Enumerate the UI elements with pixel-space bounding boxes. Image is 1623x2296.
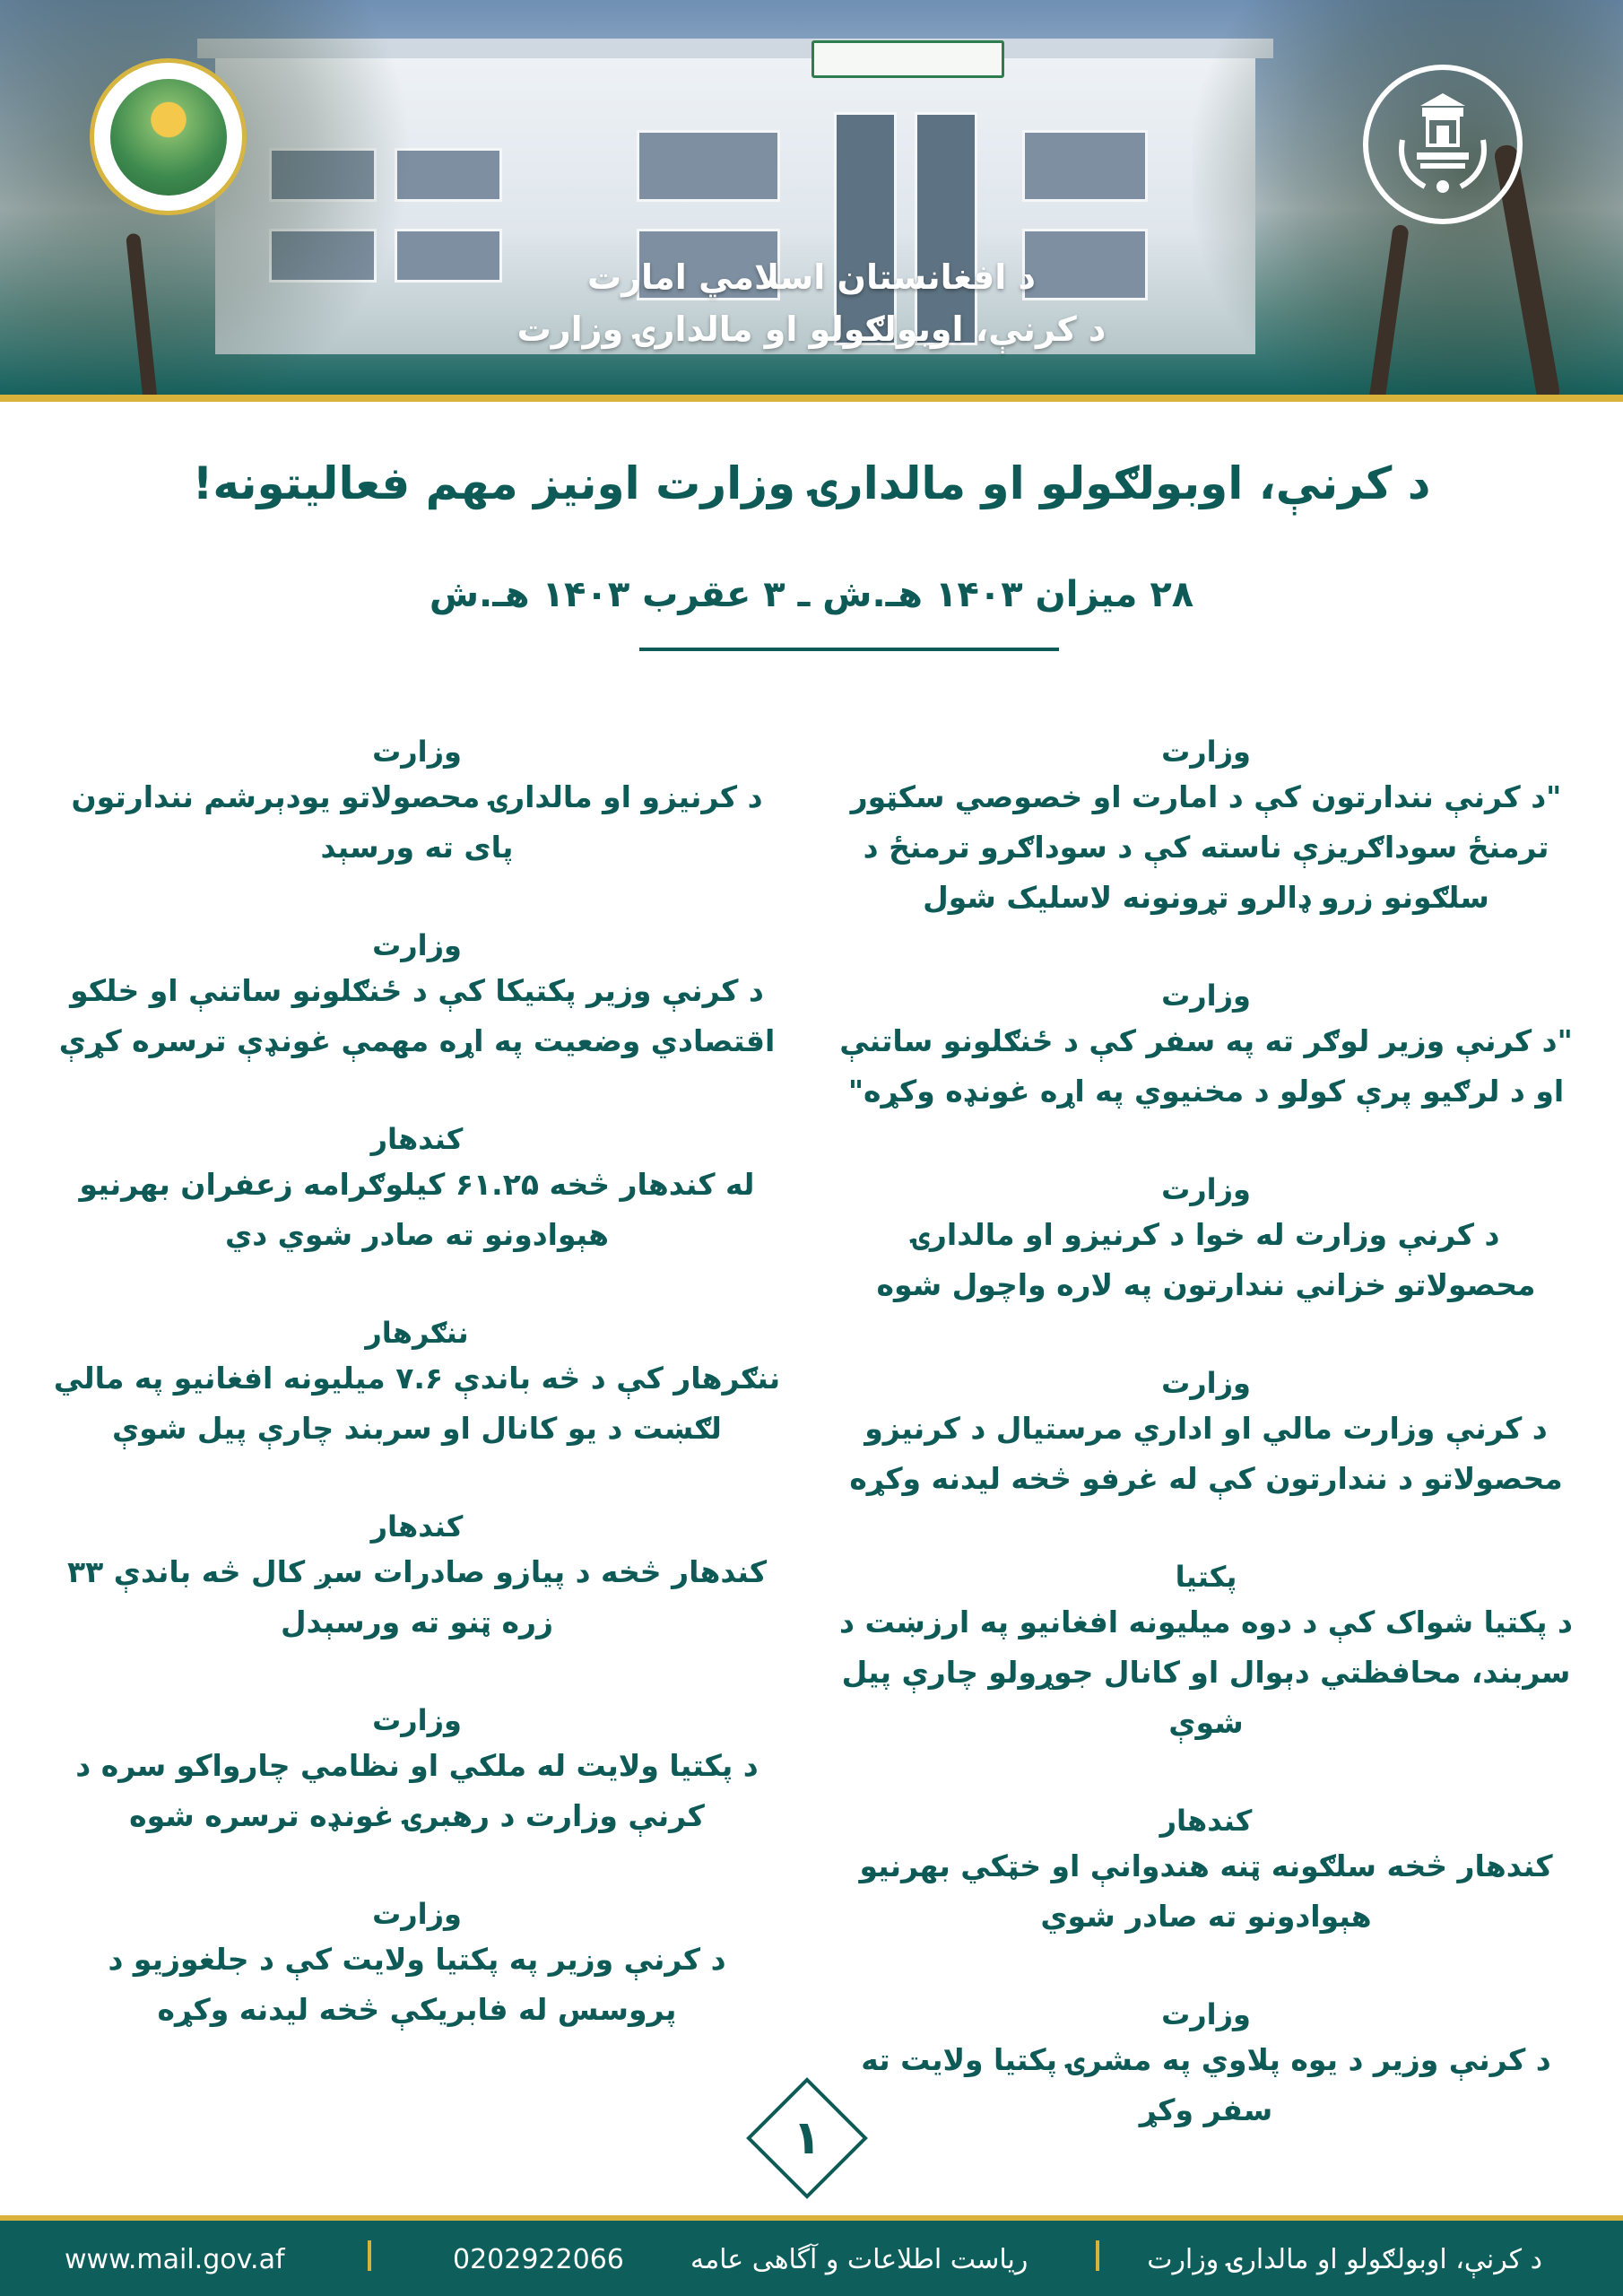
- item-tag: کندهار: [1159, 1804, 1253, 1838]
- footer-separator: [1096, 2240, 1099, 2271]
- footer-website-link[interactable]: www.mail.gov.af: [65, 2244, 285, 2275]
- list-item: [49, 1118, 785, 1260]
- footer-department: ریاست اطلاعات و آگاهی عامه: [690, 2244, 1028, 2275]
- item-tag: وزارت: [1161, 735, 1251, 769]
- list-item: [838, 1800, 1574, 1942]
- item-text: د کرنې وزیر د یوه پلاوي په مشرۍ پکتیا ولایت ته سفر وکړ: [861, 2042, 1551, 2127]
- building-sign: [812, 40, 1004, 78]
- item-text: له کندهار څخه ۶۱.۲۵ کیلوګرامه زعفران بهرنیو هېوادونو ته صادر شوي دي: [79, 1167, 755, 1252]
- item-tag: ننګرهار: [365, 1316, 469, 1350]
- item-tag: وزارت: [372, 1703, 462, 1737]
- item-tag: وزارت: [1161, 978, 1251, 1013]
- list-item: [49, 1312, 785, 1454]
- list-item: [838, 1169, 1574, 1310]
- title-divider: [639, 648, 1059, 651]
- item-tag: وزارت: [1161, 1172, 1251, 1206]
- list-item: [838, 1994, 1574, 2135]
- item-text: د پکتیا ولایت له ملکي او نظامي چارواکو سره د کرنې وزارت د رهبرۍ غونډه ترسره شوه: [75, 1748, 759, 1833]
- list-item: [838, 1362, 1574, 1504]
- footer-phone: 0202922066: [453, 2244, 624, 2275]
- item-text: د کرنې وزیر په پکتیا ولایت کې د جلغوزیو د پروسس له فابریکې څخه لیدنه وکړه: [108, 1942, 726, 2027]
- list-item: [838, 1556, 1574, 1748]
- list-item: [838, 731, 1574, 923]
- item-text: د کرنې وزارت له خوا د کرنیزو او مالدارۍ محصولاتو خزاني نندارتون په لاره واچول شوه: [876, 1217, 1536, 1302]
- item-tag: وزارت: [1161, 1997, 1251, 2031]
- item-text: "د کرنې نندارتون کې د امارت او خصوصي سکټور ترمنځ سوداګریزې ناسته کې د سوداګرو ترمنځ د سلګونو زرو ډالرو تړونونه لاسلیک شول: [850, 779, 1562, 915]
- list-item: [49, 1893, 785, 2035]
- page-title: د کرنې، اوبولګولو او مالدارۍ وزارت اونیز مهم فعالیتونه!: [192, 457, 1431, 509]
- page-number: ۱: [793, 2111, 821, 2165]
- item-text: د کرنیزو او مالدارۍ محصولاتو یودېرشم نندارتون پای ته ورسېد: [71, 779, 763, 865]
- item-text: ننګرهار کې د څه باندې ۷.۶ میلیونه افغانیو په مالي لګښت د یو کانال او سربند چارې پیل شوې: [53, 1361, 781, 1446]
- item-text: کندهار څخه سلګونه ټنه هندوانې او خټکي بهرنیو هېوادونو ته صادر شوي: [859, 1848, 1553, 1934]
- header-titles: [0, 251, 1623, 355]
- header-line-1: د افغانستان اسلامي امارت: [586, 257, 1037, 297]
- item-tag: وزارت: [372, 1897, 462, 1931]
- footer-separator: [368, 2240, 371, 2271]
- list-item: [49, 1506, 785, 1648]
- header-banner: [0, 0, 1623, 402]
- footer-ministry: د کرنې، اوبولګولو او مالدارۍ وزارت: [1147, 2244, 1542, 2275]
- list-item: [49, 731, 785, 873]
- left-column: [49, 731, 785, 2087]
- item-tag: کندهار: [370, 1122, 464, 1156]
- date-range: ۲۸ میزان ۱۴۰۳ هـ.ش ـ ۳ عقرب ۱۴۰۳ هـ.ش: [429, 574, 1194, 615]
- item-tag: پکتیا: [1175, 1560, 1237, 1594]
- item-text: د پکتیا شواک کې د دوه میلیونه افغانیو په ارزښت د سربند، محافظتي دېوال او کانال جوړولو چارې پیل شوې: [839, 1605, 1573, 1740]
- footer-bar: [0, 2215, 1623, 2296]
- item-tag: وزارت: [372, 735, 462, 769]
- item-tag: وزارت: [1161, 1366, 1251, 1400]
- item-tag: وزارت: [372, 928, 462, 962]
- item-text: کندهار څخه د پیازو صادرات سږ کال څه باندې ۳۳ زره ټنو ته ورسېدل: [66, 1554, 768, 1639]
- item-text: "د کرنې وزیر لوګر ته په سفر کې د ځنګلونو ساتنې او د لرګیو پرې کولو د مخنیوي په اړه غونډه وکړه": [839, 1023, 1573, 1109]
- list-item: [49, 1700, 785, 1841]
- list-item: [49, 925, 785, 1066]
- emirate-emblem-logo: [1363, 65, 1523, 224]
- item-tag: کندهار: [370, 1509, 464, 1544]
- item-text: د کرنې وزارت مالي او اداري مرستیال د کرنیزو محصولاتو د نندارتون کې له غرفو څخه لیدنه وکړه: [849, 1411, 1563, 1496]
- right-column: [838, 731, 1574, 2187]
- list-item: [838, 975, 1574, 1117]
- ministry-emblem-logo: [90, 58, 247, 215]
- header-line-2: د کرنې، اوبولګولو او مالدارۍ وزارت: [516, 309, 1107, 349]
- item-text: د کرنې وزیر پکتیکا کې د ځنګلونو ساتنې او خلکو اقتصادي وضعیت په اړه مهمې غونډې ترسره کړې: [58, 973, 776, 1058]
